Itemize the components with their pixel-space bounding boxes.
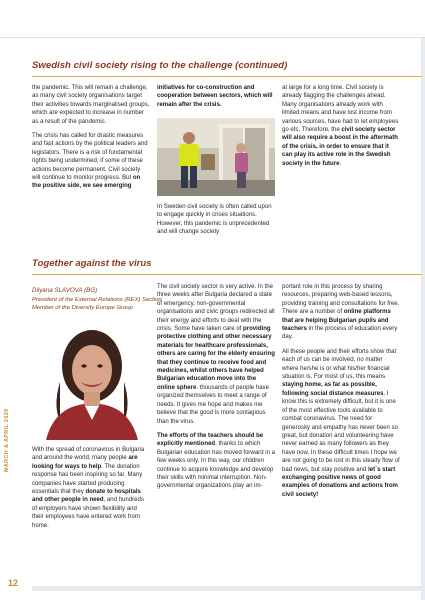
- paragraph: the pandemic. This will remain a challenge, as many civil society organisations target their activities towards marginalised groups, which are expected to increase in number as a result of the pandemic.: [32, 85, 150, 125]
- paragraph: The civil society sector is very active. In the three weeks after Bulgaria declared a state of emergency, non-governmental organisations and civic groups redirected all their energy and efforts to deal with the crisis. Some have taken care of providing protective clothing and other necessary materials for healthcare professionals, others are caring for the elderly ensuring that they continue to receive food and medicines, whilst others have helped Bulgarian education move into the online sphere. thousands of people have organized themselves to meet a range of needs. It gives me hope and makes me believe that the good is more contagious than the virus.: [157, 284, 275, 425]
- photo-caption: In Sweden civil society is often called upon to engage quickly in crises situations. However, this pandemic is unprecedented and will change society: [157, 204, 272, 236]
- paragraph: All these people and their efforts show that each of us can be involved, no matter where he/she is or what his/her financial situation is. For most of us, this means staying home, as far as possible, following social distance measures. I know this is extremely difficult, but it is one of the most effective tools available to combat coronavirus. The need for generosity and empathy has never been so great, but donation and volunteering have never earned as many followers as they have now. In these difficult times I hope we are not going to be lost in this steady flow of bad news, but stay positive and let`s start exchanging positive news of good examples of donations and actions from civil society!: [282, 348, 400, 498]
- footer-bar: [32, 586, 422, 591]
- section2-col3: [282, 283, 400, 505]
- volunteer-delivery-photo: [157, 118, 275, 196]
- issue-date-vertical: MARCH & APRIL 2020: [4, 408, 10, 472]
- section2-col1: [32, 446, 150, 536]
- author-role: President of the External Relations (REX) Section Member of the Diversity Europe Group: [32, 297, 162, 312]
- paragraph: With the spread of coronavirus in Bulgaria and around the world, many people are looking for ways to help. The donation response has been inspiring so far. Many companies have started producing essentials that they donate to hospitals and other people in need, and hundreds of employers have shown flexibility and their employees have entered work from home.: [32, 447, 145, 529]
- section1-col2-top: [157, 84, 275, 115]
- section1-title: Swedish civil society rising to the challenge (continued): [32, 60, 288, 71]
- right-margin-strip: [421, 38, 425, 600]
- section1-rule: [32, 76, 422, 77]
- section1-col3: [282, 84, 400, 174]
- paragraph: initiatives for co-construction and cooperation between sectors, which will remain after the crisis.: [157, 85, 273, 108]
- section1-col1: [32, 84, 150, 197]
- section2-rule: [32, 274, 422, 275]
- page-number: 12: [8, 578, 19, 588]
- author-portrait-photo: [32, 322, 150, 440]
- paragraph: portant role in this process by sharing resources, preparing web-based lessons, providing training and consultations for free. There are a number of online platforms that are helping Bulgarian pupils and teachers in the process of education every day.: [282, 284, 400, 341]
- author-name: Dilyana SLAVOVA (BG): [32, 287, 98, 294]
- paragraph: The efforts of the teachers should be explicitly mentioned, thanks to which Bulgarian education has moved forward in a few weeks only. In this way, our children continue to acquire knowledge and develop their skills with minimal interruption. Non-governmental organizations play an im-: [157, 432, 275, 490]
- section2-title: Together against the virus: [32, 258, 152, 269]
- paragraph: at large for a long time. Civil society is already flagging the challenges ahead. Many organisations already work with limited means and have lost income from various sources, have had to let employees go etc. Therefore, the civil society sector will also require a boost in the aftermath of the crisis, in order to ensure that it can play its active role in the Swedish society in the future.: [282, 85, 399, 167]
- paragraph: The crisis has called for drastic measures and fast actions by the political leaders and legislators. There is a risk of fundamental rights being undermined, if some of these actions become permanent. Civil society will continue to monitor progress. But on the positive side, we see emerging: [32, 133, 148, 190]
- top-border-line: [0, 37, 425, 38]
- section2-col2: [157, 283, 275, 497]
